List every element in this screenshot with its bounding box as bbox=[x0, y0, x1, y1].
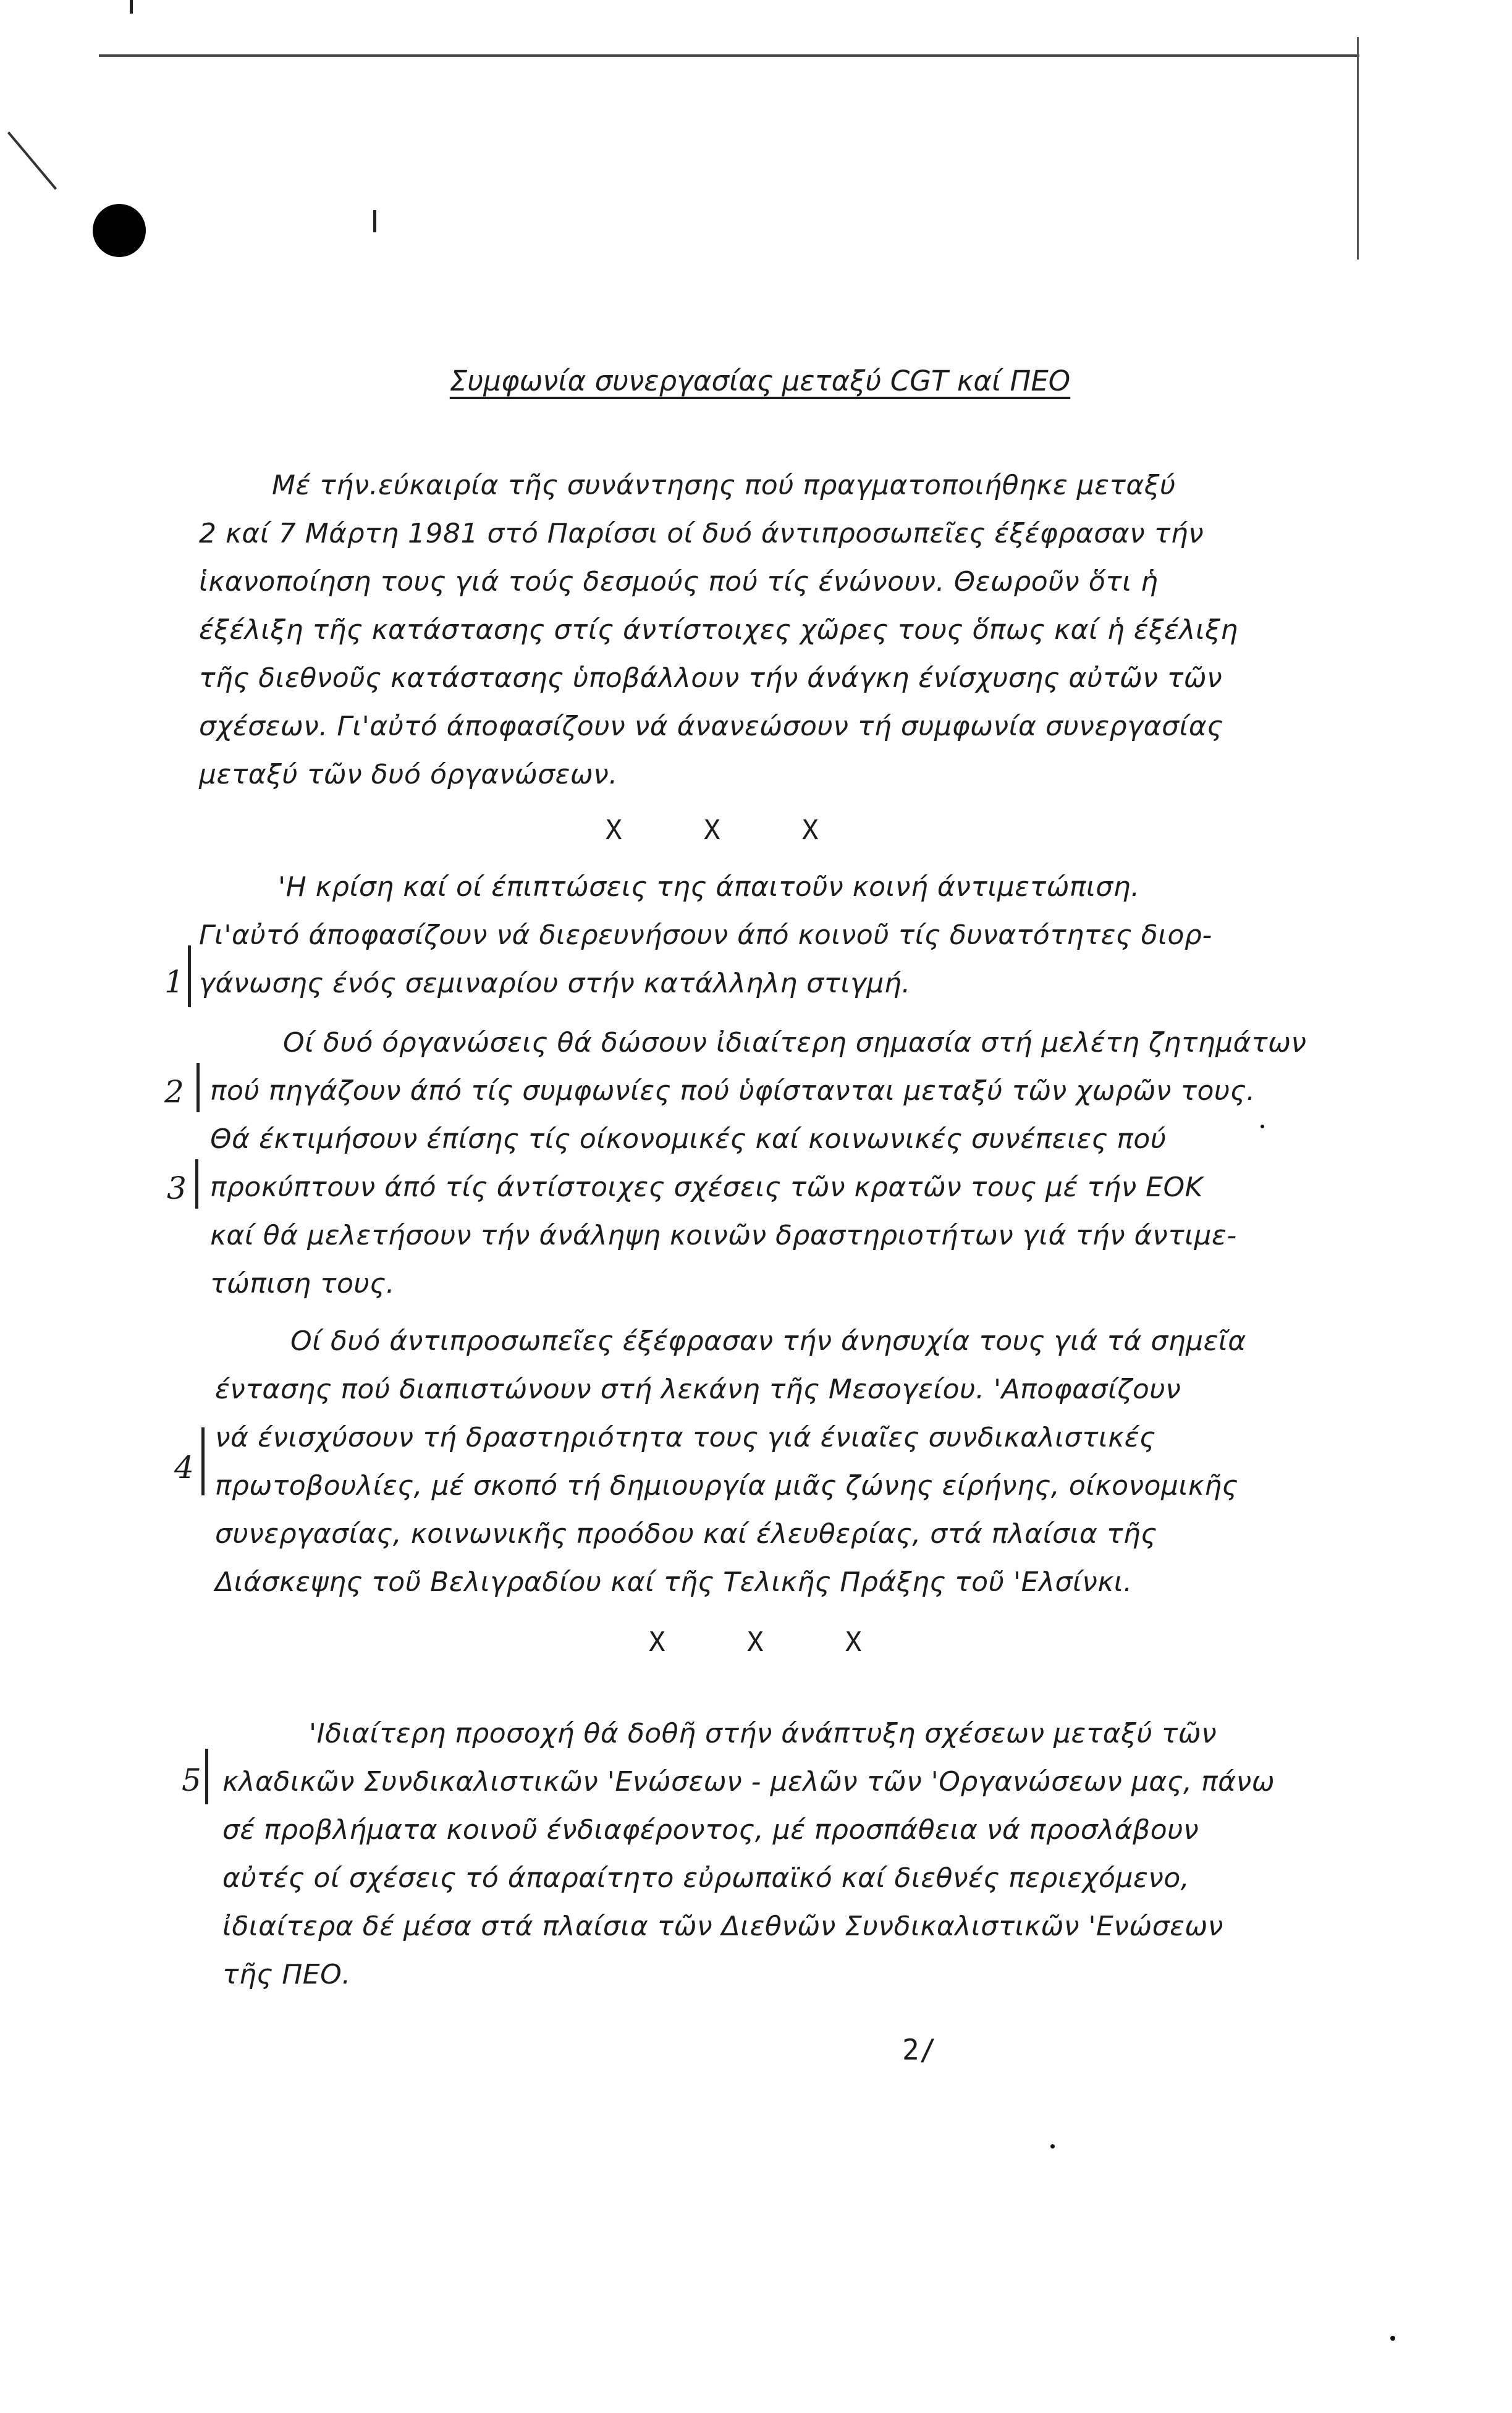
text-line: Διάσκεψης τοῦ Βελιγραδίου καί τῆς Τελικῆς Πράξης τοῦ 'Ελσίνκι. bbox=[215, 1566, 1133, 1598]
margin-bar bbox=[196, 1063, 200, 1112]
page-number: 2/ bbox=[902, 2033, 937, 2066]
text-line: ἱκανοποίηση τους γιά τούς δεσμούς πού τίς ένώνουν. Θεωροῦν ὅτι ἡ bbox=[199, 566, 1159, 598]
text-line: κλαδικῶν Συνδικαλιστικῶν 'Ενώσεων - μελῶν τῶν 'Οργανώσεων μας, πάνω bbox=[222, 1766, 1275, 1798]
margin-number: 4 bbox=[174, 1450, 194, 1485]
margin-number: 2 bbox=[164, 1074, 184, 1110]
section-separator: X X X bbox=[649, 1626, 862, 1658]
text-line: Γι'αὐτό άποφασίζουν νά διερευνήσουν άπό κοινοῦ τίς δυνατότητες διορ- bbox=[199, 919, 1212, 951]
margin-bar bbox=[195, 1159, 198, 1209]
text-line: Θά έκτιμήσουν έπίσης τίς οίκονομικές καί κοινωνικές συνέπειες πού bbox=[210, 1123, 1167, 1155]
margin-bar bbox=[201, 1427, 205, 1495]
text-line: πρωτοβουλίες, μέ σκοπό τή δημιουργία μιᾶς ζώνης είρήνης, οίκονομικῆς bbox=[215, 1470, 1239, 1502]
scan-right-rule bbox=[1357, 37, 1359, 260]
text-line: Μέ τήν.εύκαιρία τῆς συνάντησης πού πραγματοποιήθηκε μεταξύ bbox=[272, 470, 1176, 501]
text-line: Οί δυό όργανώσεις θά δώσουν ἰδιαίτερη σημασία στή μελέτη ζητημάτων bbox=[283, 1027, 1307, 1059]
text-line: μεταξύ τῶν δυό όργανώσεων. bbox=[199, 759, 618, 790]
document-title: Συμφωνία συνεργασίας μεταξύ CGT καί ΠΕΟ bbox=[449, 365, 1071, 397]
margin-number: 1 bbox=[164, 964, 184, 1000]
section-separator: X X X bbox=[606, 814, 819, 846]
scan-top-rule bbox=[99, 54, 1359, 57]
text-line: γάνωσης ένός σεμιναρίου στήν κατάλληλη στιγμή. bbox=[199, 968, 911, 999]
text-line: έξέλιξη τῆς κατάστασης στίς άντίστοιχες χῶρες τους ὅπως καί ἡ έξέλιξη bbox=[199, 614, 1238, 646]
text-line: σέ προβλήματα κοινοῦ ένδιαφέροντος, μέ προσπάθεια νά προσλάβουν bbox=[222, 1814, 1199, 1846]
text-line: τῆς διεθνοῦς κατάστασης ὑποβάλλουν τήν άνάγκη ένίσχυσης αὐτῶν τῶν bbox=[199, 662, 1223, 694]
scan-tick-mark bbox=[373, 210, 376, 232]
text-line: σχέσεων. Γι'αὐτό άποφασίζουν νά άνανεώσουν τή συμφωνία συνεργασίας bbox=[199, 711, 1223, 742]
text-line: 'Η κρίση καί οί έπιπτώσεις της άπαιτοῦν κοινή άντιμετώπιση. bbox=[278, 871, 1140, 903]
text-line: έντασης πού διαπιστώνουν στή λεκάνη τῆς Μεσογείου. 'Αποφασίζουν bbox=[215, 1374, 1181, 1405]
scan-corner-mark bbox=[130, 0, 133, 14]
scan-speck bbox=[1390, 2336, 1395, 2341]
text-line: 2 καί 7 Μάρτη 1981 στό Παρίσσι οί δυό άντιπροσωπεῖες έξέφρασαν τήν bbox=[199, 518, 1204, 549]
margin-number: 5 bbox=[182, 1762, 201, 1798]
text-line: τώπιση τους. bbox=[210, 1268, 395, 1299]
margin-bar bbox=[205, 1749, 208, 1804]
scan-speck bbox=[1261, 1125, 1264, 1128]
margin-number: 3 bbox=[167, 1170, 187, 1206]
text-line: νά ένισχύσουν τή δραστηριότητα τους γιά ένιαῖες συνδικαλιστικές bbox=[215, 1422, 1156, 1453]
text-line: τῆς ΠΕΟ. bbox=[222, 1959, 351, 1990]
scan-speck bbox=[1050, 2144, 1055, 2149]
scan-punch-hole bbox=[93, 204, 146, 257]
text-line: καί θά μελετήσουν τήν άνάληψη κοινῶν δραστηριοτήτων γιά τήν άντιμε- bbox=[210, 1220, 1237, 1251]
text-line: Οί δυό άντιπροσωπεῖες έξέφρασαν τήν άνησυχία τους γιά τά σημεῖα bbox=[290, 1325, 1246, 1357]
text-line: ἰδιαίτερα δέ μέσα στά πλαίσια τῶν Διεθνῶν Συνδικαλιστικῶν 'Ενώσεων bbox=[222, 1911, 1223, 1942]
text-line: αὐτές οί σχέσεις τό άπαραίτητο εὐρωπαϊκό καί διεθνές περιεχόμενο, bbox=[222, 1862, 1190, 1894]
margin-bar bbox=[188, 945, 191, 1007]
text-line: συνεργασίας, κοινωνικῆς προόδου καί έλευθερίας, στά πλαίσια τῆς bbox=[215, 1518, 1157, 1550]
text-line: πού πηγάζουν άπό τίς συμφωνίες πού ὑφίστανται μεταξύ τῶν χωρῶν τους. bbox=[210, 1075, 1256, 1107]
text-line: 'Ιδιαίτερη προσοχή θά δοθῆ στήν άνάπτυξη σχέσεων μεταξύ τῶν bbox=[309, 1718, 1217, 1749]
scan-slash-mark bbox=[7, 132, 57, 190]
text-line: προκύπτουν άπό τίς άντίστοιχες σχέσεις τῶν κρατῶν τους μέ τήν ΕΟΚ bbox=[210, 1172, 1203, 1203]
